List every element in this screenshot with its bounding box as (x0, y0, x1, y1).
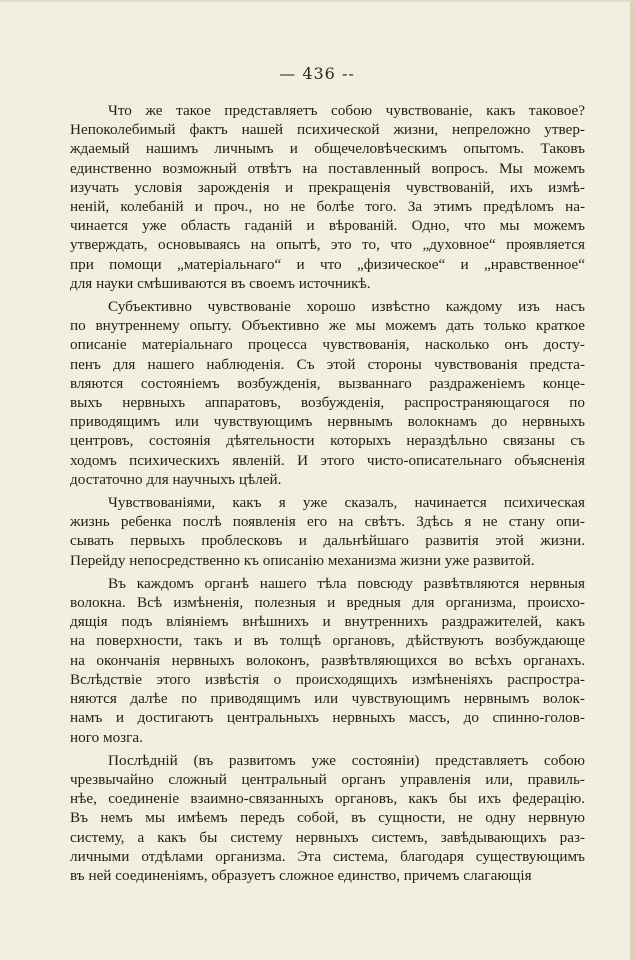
text-line: чинается уже область гаданій и вѣрованій. Одно, что мы можемъ (70, 217, 585, 235)
text-line: для науки смѣшиваются въ своемъ источникѣ. (70, 274, 371, 292)
text-line: дящія подъ вліяніемъ внѣшнихъ и внутреннихъ раздражителей, какъ (70, 613, 585, 631)
text-line: Субъективно чувствованіе хорошо извѣстно каждому изъ насъ (108, 298, 585, 316)
text-line: утверждать, основываясь на опытѣ, это то, что „духовное“ проявляется (70, 236, 585, 254)
text-line: Въ немъ мы имѣемъ передъ собой, въ сущности, не одну нервную (70, 809, 585, 827)
text-line: пенъ для нашего наблюденія. Съ этой стороны чувствованія предста- (70, 355, 585, 373)
text-line: ного мозга. (70, 728, 143, 746)
text-line: ходомъ психическихъ явленій. И этого чисто-описательнаго объясненія (70, 451, 585, 469)
text-line: неній, колебаній и проч., но не болѣе того. За этимъ предѣломъ на- (70, 198, 585, 216)
text-line: Послѣдній (въ развитомъ уже состояніи) представляетъ собою (108, 751, 585, 769)
text-line: чрезвычайно сложный центральный органъ управленія или, правиль- (70, 770, 585, 788)
text-line: сывать первыхъ проблесковъ и дальнѣйшаго развитія этой жизни. (70, 532, 585, 550)
text-line: волокна. Всѣ измѣненія, полезныя и вредныя для организма, происхо- (70, 594, 585, 612)
text-line: Вслѣдствіе этого извѣстія о происходящихъ измѣненіяхъ распростра- (70, 670, 585, 688)
text-line: нѣе, соединеніе взаимно-связанныхъ органовъ, какъ бы ихъ федерацію. (70, 790, 585, 808)
text-line: Въ каждомъ органѣ нашего тѣла повсюду развѣтвляются нервныя (108, 574, 585, 592)
paragraph (70, 493, 585, 570)
text-line: Непоколебимый фактъ нашей психической жизни, непреложно утвер- (70, 121, 585, 139)
body-text (70, 101, 585, 889)
page-number: — 436 -- (279, 64, 355, 83)
text-line: няются далѣе по приводящимъ или чувствующимъ нервнымъ волок- (70, 690, 585, 708)
text-line: при помощи „матеріальнаго“ и что „физическое“ и „нравственное“ (70, 255, 585, 273)
text-line: жизнь ребенка послѣ появленія его на свѣтъ. Здѣсь я не стану опи- (70, 513, 585, 531)
text-line: по внутреннему опыту. Объективно же мы можемъ дать только краткое (70, 317, 585, 335)
text-line: на окончанія нервныхъ волоконъ, развѣтвляющихся во всѣхъ органахъ. (70, 651, 585, 669)
text-line: въ ней соединеніямъ, образуетъ сложное единство, причемъ слагающія (70, 866, 532, 884)
paragraph (70, 297, 585, 489)
text-line: на поверхности, такъ и въ толщѣ органовъ, дѣйствуютъ возбуждающе (70, 632, 585, 650)
text-line: центровъ, состоянія дѣятельности которыхъ нераздѣльно связаны съ (70, 432, 585, 450)
text-line: описаніе матеріальнаго процесса чувствованія, насколько онъ досту- (70, 336, 585, 354)
text-line: намъ и достигаютъ центральныхъ нервныхъ массъ, до спинно-голов- (70, 709, 585, 727)
text-line: изучать условія зарожденія и прекращенія чувствованій, ихъ измѣ- (70, 178, 585, 196)
text-line: Чувствованіями, какъ я уже сказалъ, начинается психическая (108, 494, 585, 512)
paragraph (70, 101, 585, 293)
text-line: приводящимъ или чувствующимъ нервнымъ волокнамъ до нервныхъ (70, 413, 585, 431)
paragraph (70, 751, 585, 885)
text-line: Перейду непосредственно къ описанію механизма жизни уже развитой. (70, 551, 535, 569)
paragraph (70, 574, 585, 747)
text-line: ждаемый нашимъ личнымъ и общечеловѣческимъ опытомъ. Таковъ (70, 140, 585, 158)
text-line: выхъ нервныхъ аппаратовъ, возбужденія, распространяющагося по (70, 394, 585, 412)
text-line: единственно возможный отвѣтъ на поставленный вопросъ. Мы можемъ (70, 159, 585, 177)
text-line: Что же такое представляетъ собою чувствованіе, какъ таковое? (108, 102, 585, 119)
text-line: вляются состояніемъ возбужденія, вызваннаго раздраженіемъ конце- (70, 374, 585, 392)
text-line: достаточно для научныхъ цѣлей. (70, 470, 282, 488)
text-line: систему, а какъ бы систему нервныхъ системъ, завѣдывающихъ раз- (70, 828, 585, 846)
text-line: личными отдѣлами организма. Эта система, благодаря существующимъ (70, 847, 585, 865)
